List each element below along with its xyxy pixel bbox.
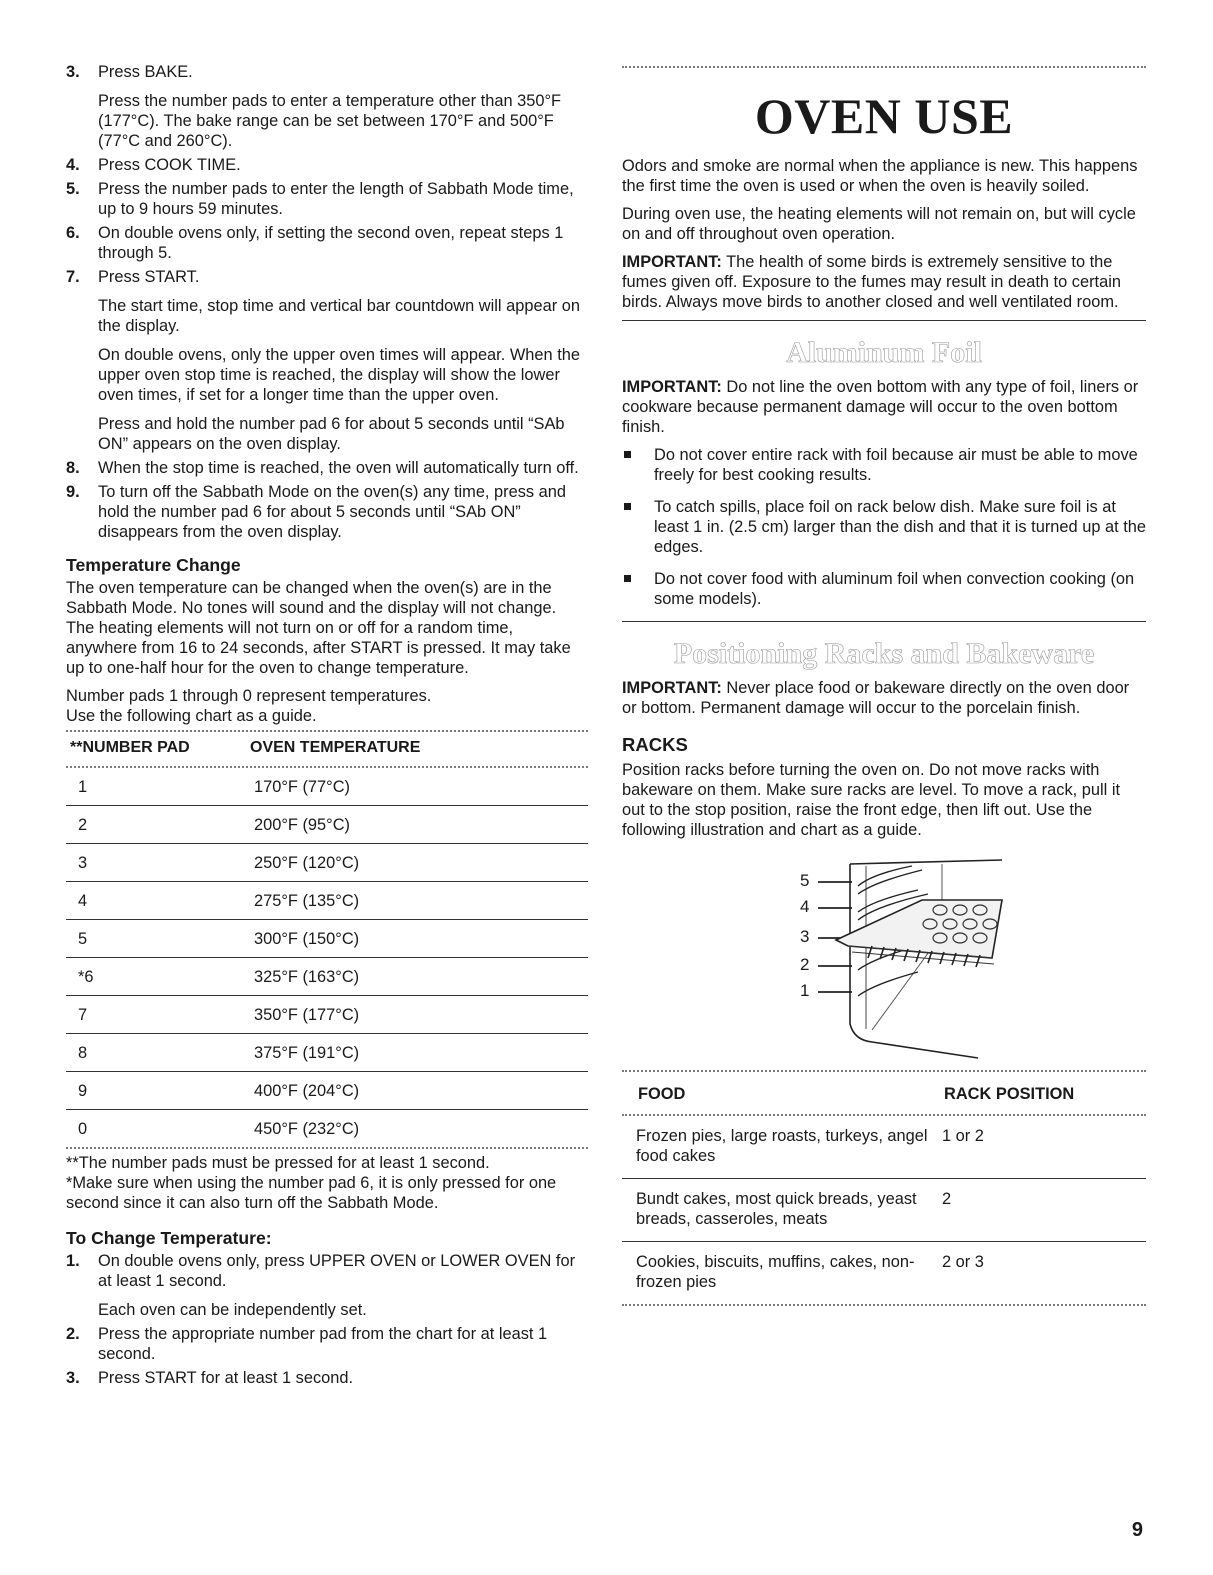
title-top-divider	[622, 66, 1146, 68]
rack-label-1: 1	[800, 981, 810, 1000]
temperature-table-header	[66, 732, 588, 766]
step-item	[66, 458, 588, 478]
racks-important-paragraph	[622, 678, 1146, 718]
step-item	[66, 1368, 588, 1388]
foil-important-paragraph	[622, 377, 1146, 437]
chart-guide-line: Use the following chart as a guide.	[66, 707, 317, 725]
bullet-text: Do not cover entire rack with foil because air must be able to move freely for best cooking results.	[654, 446, 1138, 484]
left-column	[66, 62, 588, 1392]
number-pad-cell: 1	[78, 777, 88, 796]
oven-temperature-cell: 350°F (177°C)	[254, 1005, 360, 1024]
table-row	[66, 1072, 588, 1110]
step-text: Press the number pads to enter a temperature other than 350°F (177°C). The bake range can be set between 170°F and 500°F (77°C and 260°C).	[98, 92, 562, 150]
table-row	[66, 844, 588, 882]
oven-temperature-cell: 170°F (77°C)	[254, 777, 351, 796]
step-item	[66, 482, 588, 542]
step-item	[66, 155, 588, 175]
step-number: 1.	[66, 1252, 80, 1270]
step-text: Press the appropriate number pad from the chart for at least 1 second.	[98, 1325, 548, 1363]
step-number: 2.	[66, 1325, 80, 1343]
temperature-change-heading: Temperature Change	[66, 555, 241, 575]
rack-position-cell: 2	[942, 1190, 952, 1208]
step-number: 5.	[66, 180, 80, 198]
list-item	[622, 445, 1146, 485]
rack-label-4: 4	[800, 897, 810, 916]
oven-temperature-cell: 400°F (204°C)	[254, 1081, 360, 1100]
important-birds-text: The health of some birds is extremely sensitive to the fumes given off. Exposure to the fumes may result in death to certain birds. Always move birds to another closed and well ventilated room.	[622, 253, 1121, 311]
footnote-press-duration: **The number pads must be pressed for at least 1 second.	[66, 1154, 490, 1172]
food-table-bottom-divider	[622, 1304, 1146, 1306]
racks-subheading: RACKS	[622, 734, 688, 755]
step-text: Each oven can be independently set.	[98, 1301, 367, 1319]
food-cell: Bundt cakes, most quick breads, yeast breads, casseroles, meats	[636, 1190, 917, 1228]
table-row	[622, 1242, 1146, 1304]
table-row	[66, 1034, 588, 1072]
table-row	[66, 920, 588, 958]
to-change-temperature-heading: To Change Temperature:	[66, 1228, 272, 1248]
step-text: Press COOK TIME.	[98, 156, 241, 174]
step-item	[66, 62, 588, 151]
foil-important-text: Do not line the oven bottom with any type of foil, liners or cookware because permanent damage will occur to the oven bottom finish.	[622, 378, 1139, 436]
sabbath-steps	[66, 62, 588, 542]
oven-rack-drawing	[622, 854, 1146, 1064]
oven-temperature-cell: 325°F (163°C)	[254, 967, 360, 986]
number-pad-cell: *6	[78, 967, 94, 986]
table-row	[622, 1179, 1146, 1242]
step-text: The start time, stop time and vertical bar countdown will appear on the display.	[98, 297, 580, 335]
footnote-number-pad-6: *Make sure when using the number pad 6, it is only pressed for one second since it can also turn off the Sabbath Mode.	[66, 1174, 557, 1212]
positioning-racks-heading: Positioning Racks and Bakeware	[673, 637, 1095, 670]
bullet-text: To catch spills, place foil on rack below dish. Make sure foil is at least 1 in. (2.5 cm) larger than the dish and that it is turned up at the edges.	[654, 498, 1146, 556]
step-item	[66, 267, 588, 454]
step-text: On double ovens only, press UPPER OVEN or LOWER OVEN for at least 1 second.	[98, 1252, 576, 1290]
important-label: IMPORTANT:	[622, 253, 722, 271]
racks-section-divider	[622, 621, 1146, 622]
step-text: Press the number pads to enter the length of Sabbath Mode time, up to 9 hours 59 minutes.	[98, 180, 574, 218]
food-cell: Cookies, biscuits, muffins, cakes, non-frozen pies	[636, 1253, 915, 1291]
rack-label-5: 5	[800, 871, 810, 890]
step-number: 8.	[66, 459, 80, 477]
step-item	[66, 179, 588, 219]
number-pad-cell: 4	[78, 891, 88, 910]
table-row	[66, 768, 588, 806]
aluminum-foil-heading: Aluminum Foil	[786, 336, 982, 369]
step-text: Press START for at least 1 second.	[98, 1369, 354, 1387]
step-number: 4.	[66, 156, 80, 174]
number-pad-cell: 3	[78, 853, 88, 872]
rack-label-2: 2	[800, 955, 810, 974]
page-title: OVEN USE	[754, 88, 1014, 144]
temperature-change-paragraph: The oven temperature can be changed when the oven(s) are in the Sabbath Mode. No tones will sound and the display will not change. The heating elements will not turn on or off for a random time, anywhere from 16 to 24 seconds, after START is pressed. It may take up to one-half hour for the oven to change temperature.	[66, 579, 571, 677]
page-number: 9	[1131, 1519, 1143, 1541]
step-text: Press and hold the number pad 6 for about 5 seconds until “SAb ON” appears on the oven display.	[98, 415, 565, 453]
rack-position-table	[622, 1070, 1146, 1306]
table-row	[622, 1116, 1146, 1179]
bullet-square-icon	[624, 575, 631, 582]
step-number: 3.	[66, 63, 80, 81]
important-label: IMPORTANT:	[622, 378, 722, 396]
bullet-square-icon	[624, 503, 631, 510]
number-pad-cell: 7	[78, 1005, 88, 1024]
oven-temperature-cell: 450°F (232°C)	[254, 1119, 360, 1138]
table-row	[66, 1110, 588, 1147]
rack-label-3: 3	[800, 927, 810, 946]
step-text: Press START.	[98, 268, 200, 286]
important-birds-paragraph	[622, 252, 1146, 312]
step-text: On double ovens only, if setting the second oven, repeat steps 1 through 5.	[98, 224, 564, 262]
rack-position-table-header	[622, 1072, 1146, 1114]
rack-position-cell: 1 or 2	[942, 1127, 984, 1145]
step-number: 3.	[66, 1369, 80, 1387]
table-bottom-divider	[66, 1147, 588, 1149]
oven-temperature-cell: 300°F (150°C)	[254, 929, 360, 948]
step-item	[66, 1324, 588, 1364]
number-pad-cell: 8	[78, 1043, 88, 1062]
change-temperature-steps	[66, 1251, 588, 1388]
intro-paragraph-1: Odors and smoke are normal when the appliance is new. This happens the first time the oven is used or when the oven is heavily soiled.	[622, 157, 1138, 195]
foil-bullet-list	[622, 445, 1146, 609]
intro-paragraph-2: During oven use, the heating elements will not remain on, but will cycle on and off throughout oven operation.	[622, 205, 1136, 243]
table-row	[66, 882, 588, 920]
step-item	[66, 1251, 588, 1320]
important-label: IMPORTANT:	[622, 679, 722, 697]
oven-temperature-cell: 200°F (95°C)	[254, 815, 351, 834]
step-text: On double ovens, only the upper oven times will appear. When the upper oven stop time is reached, the display will show the lower oven times, if set for a longer time than the upper oven.	[98, 346, 580, 404]
oven-temperature-cell: 375°F (191°C)	[254, 1043, 360, 1062]
step-number: 9.	[66, 483, 80, 501]
racks-paragraph: Position racks before turning the oven on. Do not move racks with bakeware on them. Make sure racks are level. To move a rack, pull it out to the stop position, raise the front edge, then lift out. Use the following illustration and chart as a guide.	[622, 761, 1121, 839]
rack-position-cell: 2 or 3	[942, 1253, 984, 1271]
step-text: To turn off the Sabbath Mode on the oven(s) any time, press and hold the number pad 6 for about 5 seconds until “SAb ON” disappears from the oven display.	[98, 483, 567, 541]
bullet-square-icon	[624, 451, 631, 458]
header-food: FOOD	[638, 1085, 686, 1103]
step-number: 7.	[66, 268, 80, 286]
header-number-pad: **NUMBER PAD	[70, 739, 190, 756]
racks-important-text: Never place food or bakeware directly on the oven door or bottom. Permanent damage will occur to the porcelain finish.	[622, 679, 1130, 717]
right-column	[622, 66, 1146, 1306]
rack-positions-illustration	[622, 854, 1146, 1064]
number-pad-cell: 9	[78, 1081, 88, 1100]
list-item	[622, 497, 1146, 557]
list-item	[622, 569, 1146, 609]
table-row	[66, 806, 588, 844]
number-pad-cell: 2	[78, 815, 88, 834]
bullet-text: Do not cover food with aluminum foil when convection cooking (on some models).	[654, 570, 1135, 608]
oven-temperature-cell: 250°F (120°C)	[254, 853, 360, 872]
foil-section-divider	[622, 320, 1146, 321]
step-text: Press BAKE.	[98, 63, 193, 81]
food-cell: Frozen pies, large roasts, turkeys, angel food cakes	[636, 1127, 928, 1165]
table-row	[66, 996, 588, 1034]
step-item	[66, 223, 588, 263]
header-rack-position: RACK POSITION	[944, 1085, 1075, 1103]
step-text: When the stop time is reached, the oven will automatically turn off.	[98, 459, 579, 477]
header-oven-temperature: OVEN TEMPERATURE	[250, 739, 421, 756]
table-row	[66, 958, 588, 996]
number-pads-line: Number pads 1 through 0 represent temperatures.	[66, 687, 432, 705]
number-pad-cell: 0	[78, 1119, 88, 1138]
oven-temperature-cell: 275°F (135°C)	[254, 891, 360, 910]
step-number: 6.	[66, 224, 80, 242]
temperature-table	[66, 730, 588, 1149]
number-pad-cell: 5	[78, 929, 88, 948]
